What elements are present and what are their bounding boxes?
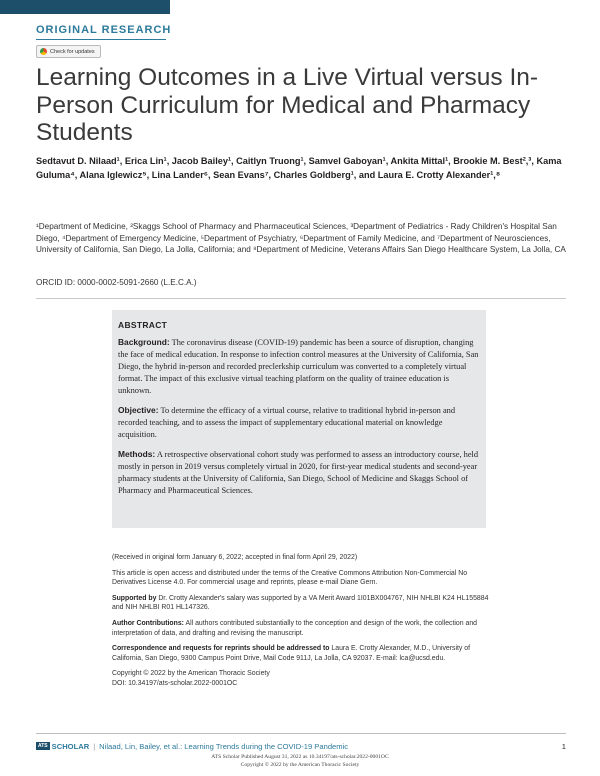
affiliations: ¹Department of Medicine, ²Skaggs School of Pharmacy and Pharmaceutical Sciences, ³Department of Pediatrics - Rady Children's Hospital San Diego, ⁴Department of Emergency Medicine, ⁵Department of Psychiatry, ⁶Department of Family Medicine, and ⁷Department of Neurosciences, University of California, San Diego, La Jolla, California; and ⁸Department of Medicine, Veterans Affairs San Diego Healthcare System, La Jolla, CA: [36, 222, 566, 254]
article-notes: [112, 553, 492, 695]
journal-name: SCHOLAR: [51, 741, 90, 751]
section-rule: [36, 39, 166, 40]
abstract-methods: [118, 448, 482, 497]
header-color-band: [0, 0, 170, 14]
contrib-text: All authors contributed substantially to the conception and design of the work, the collection and interpretation of data, and drafting and revising the manuscript.: [112, 619, 478, 637]
print-line-publication: ATS Scholar Published August 31, 2022 as 10.34197/ats-scholar.2022-0001OC: [211, 754, 389, 760]
copyright-block: [112, 669, 492, 688]
ats-logo: ATS: [38, 743, 48, 749]
author-list: Sedtavut D. Nilaad¹, Erica Lin¹, Jacob Bailey¹, Caitlyn Truong¹, Samvel Gaboyan¹, Ankita Mittal¹, Brookie M. Best²,³, Kama Guluma⁴, Alana Iglewicz⁵, Lina Lander⁶, Sean Evans⁷, Charles Goldberg¹, and Laura E. Crotty Alexander¹,⁸: [36, 156, 562, 180]
article-title: Learning Outcomes in a Live Virtual versus In-Person Curriculum for Medical and Pharmacy Students: [36, 64, 539, 146]
objective-label: Objective:: [118, 405, 159, 415]
page-footer: [36, 740, 566, 752]
methods-text: A retrospective observational cohort study was performed to assess an introductory course, held mostly in person in 2019 versus completely virtual in 2020, for first-year medical students and second-year pharmacy students at the University of California, San Diego, School of Medicine and Skaggs School of Pharmacy and Pharmaceutical Sciences.: [118, 450, 479, 495]
background-text: The coronavirus disease (COVID-19) pandemic has been a source of disruption, changing the face of medical education. In response to infection control measures at the University of California, San Diego, the hybrid in-person and recorded preclerkship curriculum was converted to a completely virtual format. The impact of this exclusive virtual teaching platform on the quality of trainee education is unknown.: [118, 338, 479, 395]
received-dates: (Received in original form January 6, 2022; accepted in final form April 29, 2022): [112, 554, 358, 561]
orcid-id: ORCID ID: 0000-0002-5091-2660 (L.E.C.A.): [36, 278, 197, 287]
supported-text: Dr. Crotty Alexander's salary was supported by a VA Merit Award 1I01BX004767, NIH NHLBI K24 HL155884 and NIH NHLBI R01 HL147326.: [112, 594, 489, 612]
methods-label: Methods:: [118, 449, 156, 459]
divider: [36, 298, 566, 299]
copyright: Copyright © 2022 by the American Thoracic Society: [112, 670, 270, 678]
abstract-box: [112, 310, 486, 528]
check-updates-icon: [40, 48, 47, 55]
objective-text: To determine the efficacy of a virtual course, relative to traditional hybrid in-person and recorded teaching, and to assess the impact of supplementary educational material on knowledge acquisition.: [118, 406, 456, 439]
supported-label: Supported by: [112, 594, 157, 602]
contrib-label: Author Contributions:: [112, 619, 184, 627]
license-note: This article is open access and distributed under the terms of the Creative Commons Attribution Non-Commercial No Derivatives License 4.0. For commercial usage and reprints, please e-mail Diane Gern.: [112, 569, 468, 587]
section-label: ORIGINAL RESEARCH: [36, 24, 172, 36]
check-updates-label: Check for updates: [50, 48, 95, 55]
abstract-background: [118, 336, 482, 397]
abstract-objective: [118, 404, 482, 441]
correspondence: [112, 644, 492, 663]
author-contributions: [112, 619, 492, 638]
footer-rule: [36, 733, 566, 734]
running-title: Nilaad, Lin, Bailey, et al.: Learning Trends during the COVID-19 Pandemic: [99, 741, 349, 751]
background-label: Background:: [118, 337, 170, 347]
print-line-copyright: Copyright © 2022 by the American Thoracic Society: [240, 762, 360, 768]
doi: DOI: 10.34197/ats-scholar.2022-0001OC: [112, 679, 238, 687]
abstract-heading: ABSTRACT: [118, 320, 168, 330]
abstract-body: [118, 336, 482, 504]
corr-text: Laura E. Crotty Alexander, M.D., University of California, San Diego, 9300 Campus Point Drive, Mail Code 911J, La Jolla, CA 92037. E-mail: lca@ucsd.edu.: [112, 645, 471, 662]
page-number: 1: [561, 741, 566, 751]
funding-note: [112, 594, 492, 613]
corr-label: Correspondence and requests for reprints should be addressed to: [112, 645, 330, 653]
footer-separator: |: [93, 741, 96, 751]
check-for-updates-button[interactable]: [36, 45, 101, 58]
